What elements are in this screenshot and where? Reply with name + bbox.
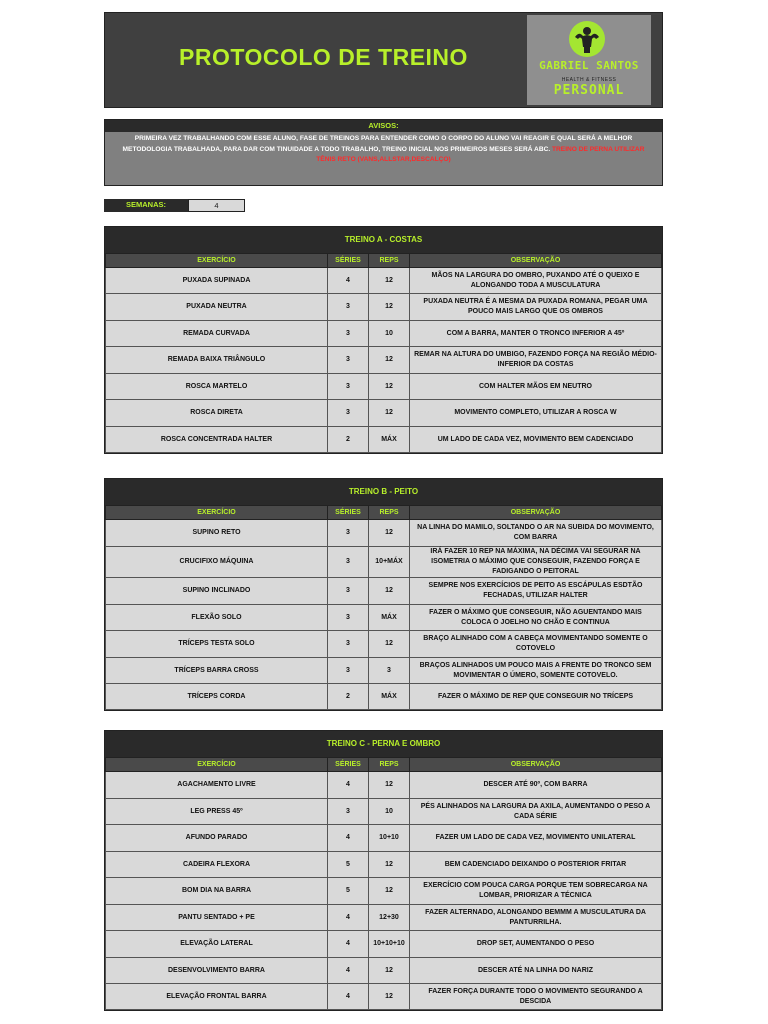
header-banner	[104, 12, 663, 108]
cell-exercicio: PANTU SENTADO + PE	[106, 905, 328, 931]
table-row	[106, 520, 662, 547]
avisos-text	[105, 132, 662, 166]
cell-series: 4	[328, 931, 369, 958]
cell-reps: 12	[369, 520, 410, 547]
cell-exercicio: BOM DIA NA BARRA	[106, 878, 328, 905]
column-header-exercicio: EXERCÍCIO	[106, 506, 328, 520]
cell-exercicio: ELEVAÇÃO LATERAL	[106, 931, 328, 958]
semanas-label: SEMANAS:	[104, 199, 188, 212]
cell-observacao: FAZER O MÁXIMO DE REP QUE CONSEGUIR NO TRÍCEPS	[410, 684, 662, 710]
cell-observacao: BRAÇO ALINHADO COM A CABEÇA MOVIMENTANDO SOMENTE O COTOVELO	[410, 631, 662, 658]
cell-series: 3	[328, 400, 369, 427]
table-row	[106, 905, 662, 931]
cell-exercicio: REMADA BAIXA TRIÂNGULO	[106, 347, 328, 374]
treino-table	[105, 253, 662, 453]
table-row	[106, 631, 662, 658]
column-header-series: SÉRIES	[328, 758, 369, 772]
cell-observacao: MOVIMENTO COMPLETO, UTILIZAR A ROSCA W	[410, 400, 662, 427]
cell-exercicio: AGACHAMENTO LIVRE	[106, 772, 328, 799]
cell-exercicio: FLEXÃO SOLO	[106, 605, 328, 631]
cell-series: 3	[328, 799, 369, 825]
cell-exercicio: ROSCA MARTELO	[106, 374, 328, 400]
table-row	[106, 958, 662, 984]
cell-observacao: EXERCÍCIO COM POUCA CARGA PORQUE TEM SOBRECARGA NA LOMBAR, PRIORIZAR A TÉCNICA	[410, 878, 662, 905]
cell-observacao: FAZER ALTERNADO, ALONGANDO BEMMM A MUSCULATURA DA PANTURRILHA.	[410, 905, 662, 931]
cell-series: 4	[328, 958, 369, 984]
table-row	[106, 347, 662, 374]
column-header-series: SÉRIES	[328, 506, 369, 520]
cell-series: 3	[328, 605, 369, 631]
cell-series: 3	[328, 520, 369, 547]
cell-exercicio: PUXADA SUPINADA	[106, 268, 328, 294]
cell-observacao: IRÁ FAZER 10 REP NA MÁXIMA, NA DÉCIMA VAI SEGURAR NA ISOMETRIA O MÁXIMO QUE CONSEGUIR, FAZENDO FORÇA E FADIGANDO O PEITORAL	[410, 547, 662, 578]
column-header-reps: REPS	[369, 506, 410, 520]
cell-exercicio: AFUNDO PARADO	[106, 825, 328, 852]
cell-series: 2	[328, 427, 369, 453]
cell-series: 3	[328, 547, 369, 578]
cell-observacao: REMAR NA ALTURA DO UMBIGO, FAZENDO FORÇA NA REGIÃO MÉDIO-INFERIOR DA COSTAS	[410, 347, 662, 374]
cell-exercicio: ROSCA CONCENTRADA HALTER	[106, 427, 328, 453]
table-row	[106, 427, 662, 453]
cell-series: 3	[328, 321, 369, 347]
column-header-reps: REPS	[369, 254, 410, 268]
cell-exercicio: TRÍCEPS CORDA	[106, 684, 328, 710]
cell-reps: 12	[369, 878, 410, 905]
cell-reps: 12	[369, 958, 410, 984]
cell-reps: 12	[369, 852, 410, 878]
cell-series: 3	[328, 658, 369, 684]
cell-series: 5	[328, 878, 369, 905]
cell-exercicio: SUPINO INCLINADO	[106, 578, 328, 605]
bodybuilder-icon	[569, 21, 605, 57]
cell-exercicio: LEG PRESS 45º	[106, 799, 328, 825]
cell-reps: 12	[369, 984, 410, 1010]
treino-table	[105, 505, 662, 710]
cell-series: 3	[328, 347, 369, 374]
cell-observacao: DESCER ATÉ 90º, COM BARRA	[410, 772, 662, 799]
table-row	[106, 294, 662, 321]
table-row	[106, 321, 662, 347]
cell-reps: 12	[369, 294, 410, 321]
cell-series: 4	[328, 772, 369, 799]
cell-reps: MÁX	[369, 605, 410, 631]
treino-title: TREINO B - PEITO	[105, 479, 662, 505]
column-header-observacao: OBSERVAÇÃO	[410, 254, 662, 268]
avisos-main-text: PRIMEIRA VEZ TRABALHANDO COM ESSE ALUNO, FASE DE TREINOS PARA ENTENDER COMO O CORPO DO ALUNO VAI REAGIR E QUAL SERÁ A MELHOR METODOLOGIA TRABALHADA, PARA DAR COM TINUIDADE A TODO TRABALHO, TREINO INICIAL NOS PRIMEIROS MESES SERÁ ABC.	[122, 135, 633, 153]
table-header-row	[106, 254, 662, 268]
cell-observacao: DROP SET, AUMENTANDO O PESO	[410, 931, 662, 958]
table-row	[106, 825, 662, 852]
column-header-observacao: OBSERVAÇÃO	[410, 758, 662, 772]
cell-observacao: DESCER ATÉ NA LINHA DO NARIZ	[410, 958, 662, 984]
cell-reps: 12	[369, 631, 410, 658]
cell-reps: 12	[369, 374, 410, 400]
cell-series: 4	[328, 984, 369, 1010]
cell-series: 4	[328, 268, 369, 294]
cell-reps: 12+30	[369, 905, 410, 931]
table-row	[106, 374, 662, 400]
cell-observacao: FAZER UM LADO DE CADA VEZ, MOVIMENTO UNILATERAL	[410, 825, 662, 852]
cell-reps: MÁX	[369, 427, 410, 453]
table-row	[106, 931, 662, 958]
column-header-series: SÉRIES	[328, 254, 369, 268]
cell-reps: 12	[369, 347, 410, 374]
cell-observacao: COM HALTER MÃOS EM NEUTRO	[410, 374, 662, 400]
avisos-heading: AVISOS:	[105, 120, 662, 132]
cell-series: 3	[328, 631, 369, 658]
treino-table	[105, 757, 662, 1010]
cell-observacao: PUXADA NEUTRA É A MESMA DA PUXADA ROMANA, PEGAR UMA POUCO MAIS LARGO QUE OS OMBROS	[410, 294, 662, 321]
cell-observacao: FAZER O MÁXIMO QUE CONSEGUIR, NÃO AGUENTANDO MAIS COLOCA O JOELHO NO CHÃO E CONTINUA	[410, 605, 662, 631]
cell-exercicio: PUXADA NEUTRA	[106, 294, 328, 321]
column-header-reps: REPS	[369, 758, 410, 772]
table-row	[106, 268, 662, 294]
cell-observacao: NA LINHA DO MAMILO, SOLTANDO O AR NA SUBIDA DO MOVIMENTO, COM BARRA	[410, 520, 662, 547]
treino-block	[104, 478, 663, 711]
column-header-observacao: OBSERVAÇÃO	[410, 506, 662, 520]
column-header-exercicio: EXERCÍCIO	[106, 254, 328, 268]
cell-reps: 10	[369, 321, 410, 347]
table-row	[106, 547, 662, 578]
brand-logo	[527, 15, 651, 105]
cell-reps: 12	[369, 578, 410, 605]
cell-reps: 10+MÁX	[369, 547, 410, 578]
semanas-value[interactable]: 4	[188, 199, 245, 212]
cell-exercicio: CADEIRA FLEXORA	[106, 852, 328, 878]
cell-reps: 10+10	[369, 825, 410, 852]
cell-exercicio: CRUCIFIXO MÁQUINA	[106, 547, 328, 578]
logo-subtitle: PERSONAL	[553, 83, 625, 98]
cell-observacao: FAZER FORÇA DURANTE TODO O MOVIMENTO SEGURANDO A DESCIDA	[410, 984, 662, 1010]
page-title: PROTOCOLO DE TREINO	[179, 44, 468, 70]
cell-exercicio: REMADA CURVADA	[106, 321, 328, 347]
cell-exercicio: TRÍCEPS BARRA CROSS	[106, 658, 328, 684]
cell-series: 3	[328, 578, 369, 605]
cell-series: 3	[328, 374, 369, 400]
cell-observacao: COM A BARRA, MANTER O TRONCO INFERIOR A 45º	[410, 321, 662, 347]
table-row	[106, 984, 662, 1010]
avisos-highlight: TREINO DE PERNA UTILIZAR TÊNIS RETO (VANS,ALLSTAR,DESCALÇO)	[316, 145, 645, 163]
cell-reps: 12	[369, 400, 410, 427]
cell-reps: MÁX	[369, 684, 410, 710]
cell-series: 5	[328, 852, 369, 878]
cell-exercicio: ROSCA DIRETA	[106, 400, 328, 427]
cell-observacao: UM LADO DE CADA VEZ, MOVIMENTO BEM CADENCIADO	[410, 427, 662, 453]
cell-exercicio: DESENVOLVIMENTO BARRA	[106, 958, 328, 984]
cell-reps: 10	[369, 799, 410, 825]
avisos-box	[104, 119, 663, 186]
treino-block	[104, 226, 663, 454]
table-row	[106, 772, 662, 799]
cell-exercicio: SUPINO RETO	[106, 520, 328, 547]
cell-exercicio: TRÍCEPS TESTA SOLO	[106, 631, 328, 658]
cell-observacao: PÉS ALINHADOS NA LARGURA DA AXILA, AUMENTANDO O PESO A CADA SÉRIE	[410, 799, 662, 825]
cell-reps: 12	[369, 268, 410, 294]
table-row	[106, 878, 662, 905]
cell-series: 4	[328, 825, 369, 852]
table-row	[106, 684, 662, 710]
cell-series: 4	[328, 905, 369, 931]
treino-title: TREINO C - PERNA E OMBRO	[105, 731, 662, 757]
table-row	[106, 799, 662, 825]
cell-series: 2	[328, 684, 369, 710]
cell-reps: 12	[369, 772, 410, 799]
table-header-row	[106, 758, 662, 772]
logo-name: GABRIEL SANTOS	[539, 59, 639, 72]
logo-tagline: HEALTH & FITNESS	[561, 77, 617, 83]
table-row	[106, 400, 662, 427]
column-header-exercicio: EXERCÍCIO	[106, 758, 328, 772]
cell-observacao: SEMPRE NOS EXERCÍCIOS DE PEITO AS ESCÁPULAS ESDTÃO FECHADAS, UTILIZAR HALTER	[410, 578, 662, 605]
cell-reps: 3	[369, 658, 410, 684]
treino-title: TREINO A - COSTAS	[105, 227, 662, 253]
table-row	[106, 578, 662, 605]
cell-exercicio: ELEVAÇÃO FRONTAL BARRA	[106, 984, 328, 1010]
cell-observacao: BRAÇOS ALINHADOS UM POUCO MAIS A FRENTE DO TRONCO SEM MOVIMENTAR O ÚMERO, SOMENTE COTOVELO.	[410, 658, 662, 684]
table-row	[106, 605, 662, 631]
table-row	[106, 658, 662, 684]
cell-observacao: MÃOS NA LARGURA DO OMBRO, PUXANDO ATÉ O QUEIXO E ALONGANDO TODA A MUSCULATURA	[410, 268, 662, 294]
table-row	[106, 852, 662, 878]
cell-reps: 10+10+10	[369, 931, 410, 958]
cell-series: 3	[328, 294, 369, 321]
cell-observacao: BEM CADENCIADO DEIXANDO O POSTERIOR FRITAR	[410, 852, 662, 878]
table-header-row	[106, 506, 662, 520]
treino-block	[104, 730, 663, 1011]
